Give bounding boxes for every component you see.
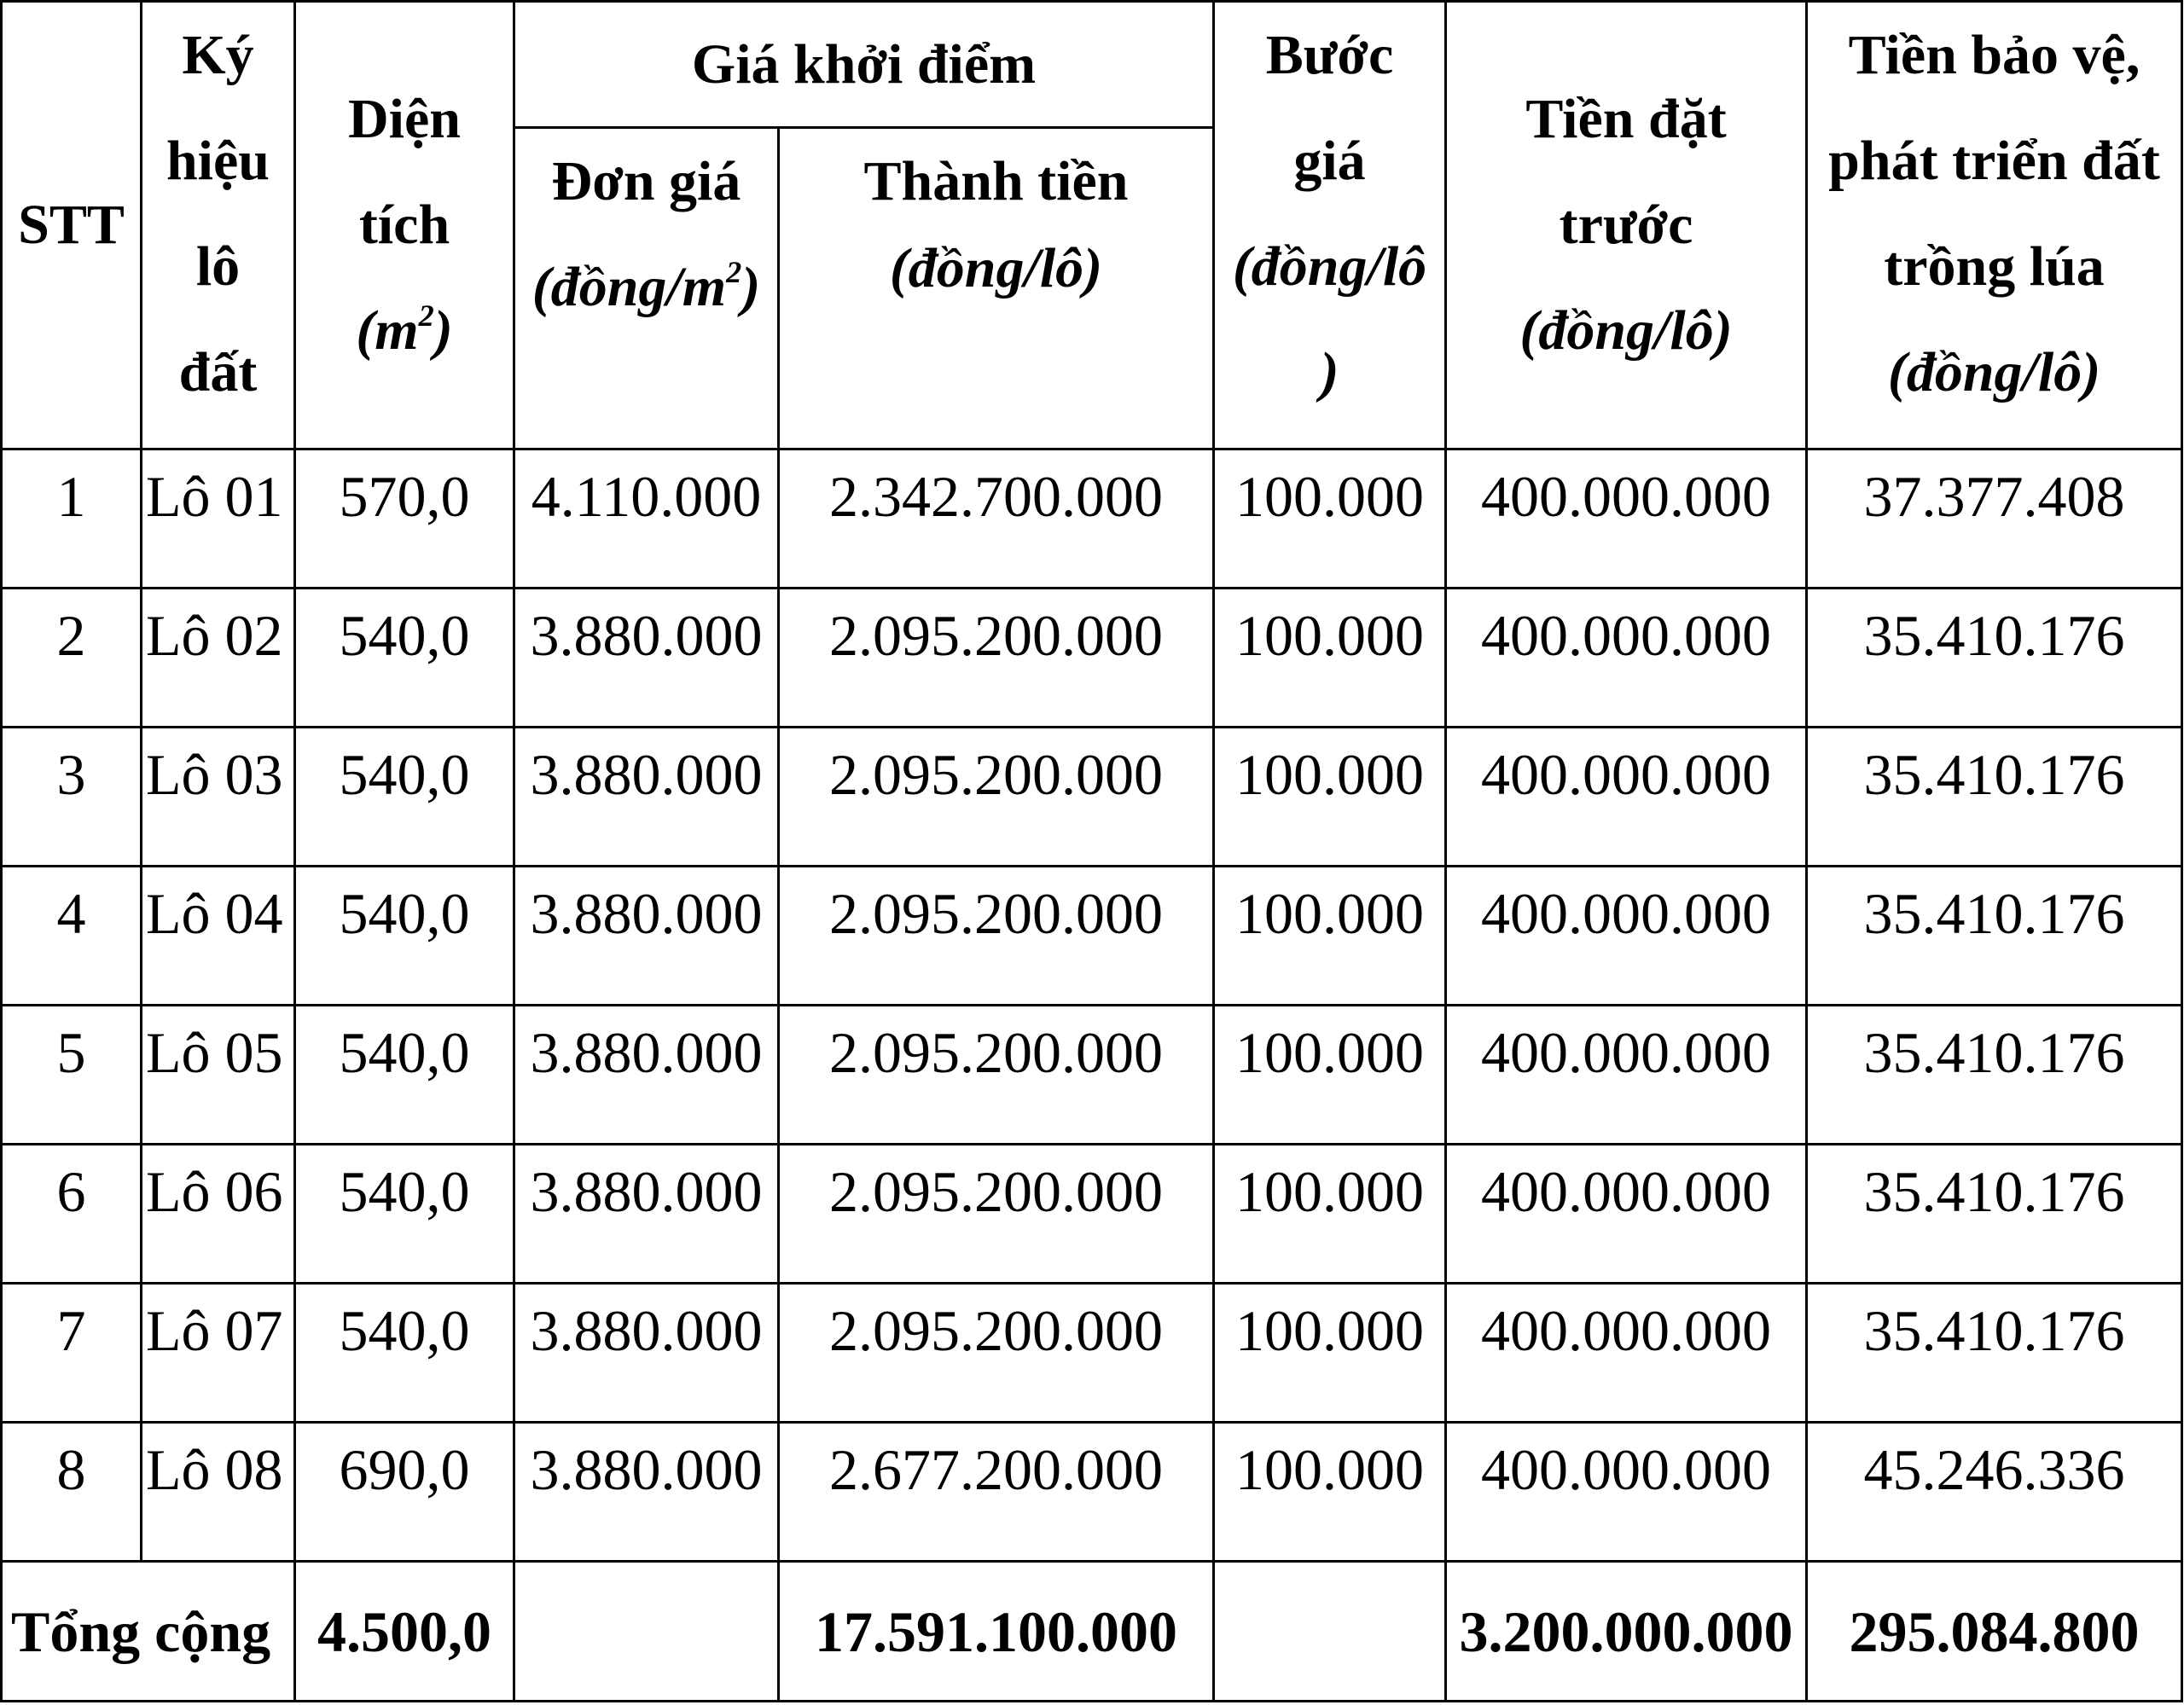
cell-stt: 5 [2,1006,142,1145]
cell-stt: 3 [2,728,142,867]
total-row [2,1562,2182,1702]
cell-rice-fee: 35.410.176 [1807,728,2182,867]
table-row [2,1423,2182,1562]
cell-total: 2.095.200.000 [779,1145,1214,1284]
cell-step: 100.000 [1214,589,1446,728]
cell-unit-price: 3.880.000 [514,1423,779,1562]
cell-lot: Lô 03 [142,728,295,867]
cell-unit-price: 3.880.000 [514,728,779,867]
cell-stt: 8 [2,1423,142,1562]
cell-deposit: 400.000.000 [1446,1423,1807,1562]
cell-lot: Lô 07 [142,1284,295,1423]
cell-step: 100.000 [1214,728,1446,867]
cell-step: 100.000 [1214,1284,1446,1423]
cell-unit-price: 3.880.000 [514,1145,779,1284]
cell-stt: 2 [2,589,142,728]
cell-deposit: 400.000.000 [1446,1006,1807,1145]
cell-step: 100.000 [1214,1006,1446,1145]
cell-stt: 4 [2,867,142,1006]
cell-unit-price: 4.110.000 [514,449,779,589]
table-row [2,1145,2182,1284]
cell-total: 2.095.200.000 [779,1284,1214,1423]
table-row [2,589,2182,728]
cell-deposit: 400.000.000 [1446,1284,1807,1423]
header-stt: STT [2,2,142,449]
total-area: 4.500,0 [295,1562,514,1702]
cell-rice-fee: 35.410.176 [1807,867,2182,1006]
cell-total: 2.095.200.000 [779,867,1214,1006]
cell-area: 690,0 [295,1423,514,1562]
cell-unit-price: 3.880.000 [514,589,779,728]
cell-rice-fee: 35.410.176 [1807,589,2182,728]
cell-step: 100.000 [1214,1145,1446,1284]
cell-total: 2.095.200.000 [779,589,1214,728]
table-row [2,728,2182,867]
cell-rice-fee: 35.410.176 [1807,1284,2182,1423]
total-amount: 17.591.100.000 [779,1562,1214,1702]
cell-lot: Lô 01 [142,449,295,589]
table-row [2,867,2182,1006]
total-step-empty [1214,1562,1446,1702]
header-gia-khoi-diem: Giá khởi điểm [514,2,1214,128]
table-body [2,449,2182,1702]
cell-lot: Lô 06 [142,1145,295,1284]
table-row [2,449,2182,589]
header-row-1 [2,2,2182,128]
cell-total: 2.342.700.000 [779,449,1214,589]
cell-stt: 7 [2,1284,142,1423]
total-label: Tổng cộng [2,1562,295,1702]
cell-rice-fee: 35.410.176 [1807,1145,2182,1284]
header-thanh-tien: Thành tiền (đồng/lô) [779,128,1214,449]
cell-area: 540,0 [295,728,514,867]
cell-rice-fee: 37.377.408 [1807,449,2182,589]
header-buoc-gia: Bước giá (đồng/lô ) [1214,2,1446,449]
header-tien-dat-truoc: Tiền đặt trước (đồng/lô) [1446,2,1807,449]
header-tien-bao-ve: Tiền bảo vệ, phát triển đất trồng lúa (đồng/lô) [1807,2,2182,449]
cell-deposit: 400.000.000 [1446,449,1807,589]
header-ky-hieu: Ký hiệu lô đất [142,2,295,449]
cell-lot: Lô 02 [142,589,295,728]
cell-rice-fee: 45.246.336 [1807,1423,2182,1562]
cell-lot: Lô 04 [142,867,295,1006]
cell-deposit: 400.000.000 [1446,867,1807,1006]
cell-deposit: 400.000.000 [1446,728,1807,867]
cell-area: 540,0 [295,1145,514,1284]
total-unit-price-empty [514,1562,779,1702]
cell-stt: 6 [2,1145,142,1284]
cell-step: 100.000 [1214,1423,1446,1562]
cell-lot: Lô 08 [142,1423,295,1562]
total-deposit: 3.200.000.000 [1446,1562,1807,1702]
cell-unit-price: 3.880.000 [514,1284,779,1423]
cell-unit-price: 3.880.000 [514,1006,779,1145]
cell-deposit: 400.000.000 [1446,1145,1807,1284]
table-row [2,1006,2182,1145]
header-dien-tich: Diện tích $(m^2)$ [295,2,514,449]
cell-step: 100.000 [1214,449,1446,589]
header-don-gia: Đơn giá $(đồng/m^2)$ [514,128,779,449]
cell-area: 540,0 [295,589,514,728]
cell-total: 2.095.200.000 [779,728,1214,867]
cell-step: 100.000 [1214,867,1446,1006]
cell-stt: 1 [2,449,142,589]
cell-area: 570,0 [295,449,514,589]
cell-total: 2.095.200.000 [779,1006,1214,1145]
cell-area: 540,0 [295,1284,514,1423]
cell-rice-fee: 35.410.176 [1807,1006,2182,1145]
cell-area: 540,0 [295,1006,514,1145]
cell-unit-price: 3.880.000 [514,867,779,1006]
total-rice-fee: 295.084.800 [1807,1562,2182,1702]
cell-deposit: 400.000.000 [1446,589,1807,728]
cell-area: 540,0 [295,867,514,1006]
cell-lot: Lô 05 [142,1006,295,1145]
table-row [2,1284,2182,1423]
cell-total: 2.677.200.000 [779,1423,1214,1562]
